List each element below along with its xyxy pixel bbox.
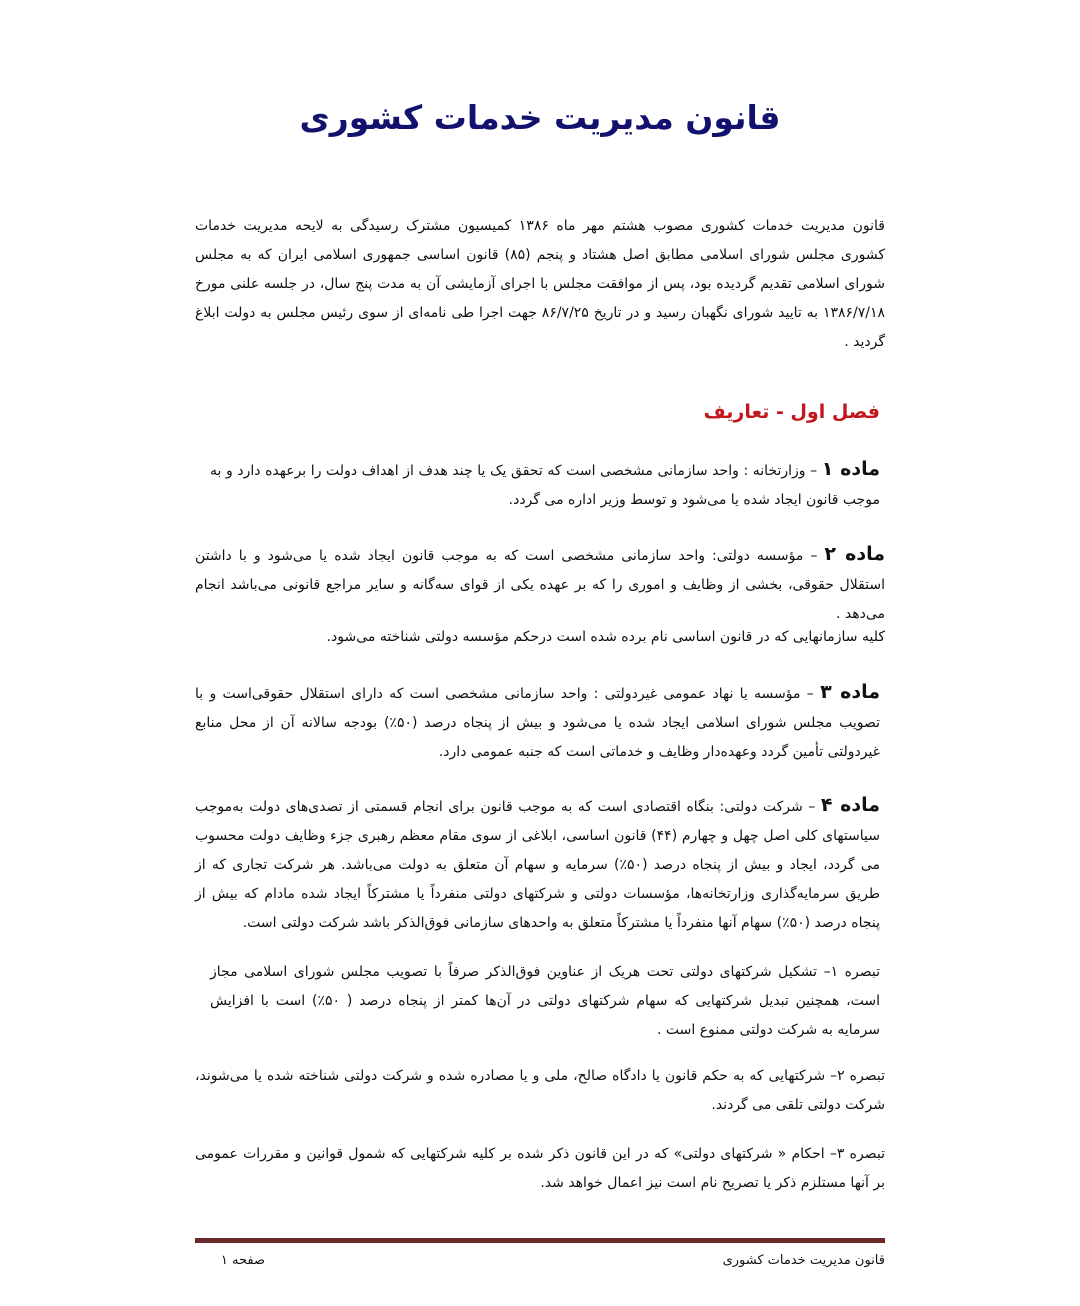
article-2-note-text: کلیه سازمانهایی که در قانون اساسی نام برده شده است درحکم مؤسسه دولتی شناخته می‌شود. (326, 629, 885, 645)
article-3-text: – مؤسسه یا نهاد عمومی غیردولتی : واحد سازمانی مشخصی است که دارای استقلال حقوقی‌است و با تصویب مجلس شورای اسلامی ایجاد شده یا می‌شود و بیش از پنجاه درصد (۵۰٪) بودجه سالانه آن از محل منابع غیردولتی تأمین گردد وعهده‌دار وظایف و خدماتی است که جنبه عمومی دارد. (195, 686, 880, 760)
note-3 (195, 1140, 885, 1198)
article-2-text: – مؤسسه دولتی: واحد سازمانی مشخصی است که به موجب قانون ایجاد شده یا می‌شود و با داشتن استقلال حقوقی، بخشی از وظایف و اموری را که بر عهده یکی از قوای سه‌گانه و سایر مراجع قانونی می‌باشد انجام می‌دهد . (195, 548, 885, 622)
page-footer (195, 1250, 885, 1272)
article-4-text: – شرکت دولتی: بنگاه اقتصادی است که به موجب قانون برای انجام قسمتی از تصدی‌های دولت به‌موجب سیاستهای کلی اصل چهل و چهارم (۴۴) قانون اساسی، ابلاغی از سوی مقام معظم رهبری جزء وظایف دولت محسوب می گردد، ایجاد و بیش از پنجاه درصد (۵۰٪) سرمایه و سهام آن متعلق به دولت می‌باشد. هر شرکت تجاری که از طریق سرمایه‌گذاری وزارتخانه‌ها، مؤسسات دولتی و شرکتهای دولتی منفرداً یا مشترکاً ایجاد شده مادام که بیش از پنجاه درصد (۵۰٪) سهام آنها منفرداً یا مشترکاً متعلق به واحدهای سازمانی فوق‌الذکر باشد شرکت دولتی است. (195, 799, 881, 931)
intro-text: قانون مدیریت خدمات کشوری مصوب هشتم مهر ماه ۱۳۸۶ کمیسیون مشترک رسیدگی به لایحه مدیریت خدمات کشوری مجلس شورای اسلامی مطابق اصل هشتاد و پنجم (۸۵) قانون اساسی جمهوری اسلامی ایران که به مجلس شورای اسلامی تقدیم گردیده بود، پس از موافقت مجلس با اجرای آزمایشی آن به مدت پنج سال، در جلسه علنی مورخ ۱۳۸۶/۷/۱۸ به تایید شورای نگهبان رسید و در تاریخ ۸۶/۷/۲۵ جهت اجرا طی نامه‌ای از سوی رئیس مجلس به دولت ابلاغ گردید . (195, 218, 886, 350)
article-2-note (195, 623, 885, 652)
intro-paragraph (195, 212, 885, 357)
note-1-text: تبصره ۱– تشکیل شرکتهای دولتی تحت هریک از عناوین فوق‌الذکر صرفاً با تصویب مجلس شورای اسلامی مجاز است، همچنین تبدیل شرکتهایی که سهام شرکتهای دولتی در آن‌ها کمتر از پنجاه درصد ( ۵۰٪) است با افزایش سرمایه به شرکت دولتی ممنوع است . (210, 964, 880, 1038)
note-1 (210, 958, 880, 1045)
article-3-label: ماده ۳ (820, 681, 880, 703)
article-3 (195, 678, 880, 767)
note-2 (195, 1062, 885, 1120)
footer-title: قانون مدیریت خدمات کشوری (722, 1253, 885, 1268)
note-3-text: تبصره ۳– احکام « شرکتهای دولتی» که در این قانون ذکر شده بر کلیه شرکتهایی که شمول قوانین و مقررات عمومی بر آنها مستلزم ذکر یا تصریح نام است نیز اعمال خواهد شد. (195, 1146, 885, 1191)
article-1-label: ماده ۱ (821, 458, 880, 480)
article-2-label: ماده ۲ (824, 543, 886, 565)
chapter-heading: فصل اول - تعاریف (703, 401, 880, 423)
article-1 (210, 455, 880, 515)
footer-divider (195, 1238, 885, 1243)
document-title: قانون مدیریت خدمات کشوری (299, 98, 781, 137)
article-4 (195, 791, 880, 938)
article-4-label: ماده ۴ (820, 794, 880, 816)
article-2 (195, 540, 885, 629)
note-2-text: تبصره ۲– شرکتهایی که به حکم قانون یا دادگاه صالح، ملی و یا مصادره شده و شرکت دولتی شناخته شده یا می‌شوند، شرکت دولتی تلقی می گردند. (195, 1068, 885, 1113)
footer-page-number: صفحه ۱ (220, 1253, 265, 1268)
article-1-text: – وزارتخانه : واحد سازمانی مشخصی است که تحقق یک یا چند هدف از اهداف دولت را برعهده دارد و به موجب قانون ایجاد شده یا می‌شود و توسط وزیر اداره می گردد. (210, 463, 880, 508)
